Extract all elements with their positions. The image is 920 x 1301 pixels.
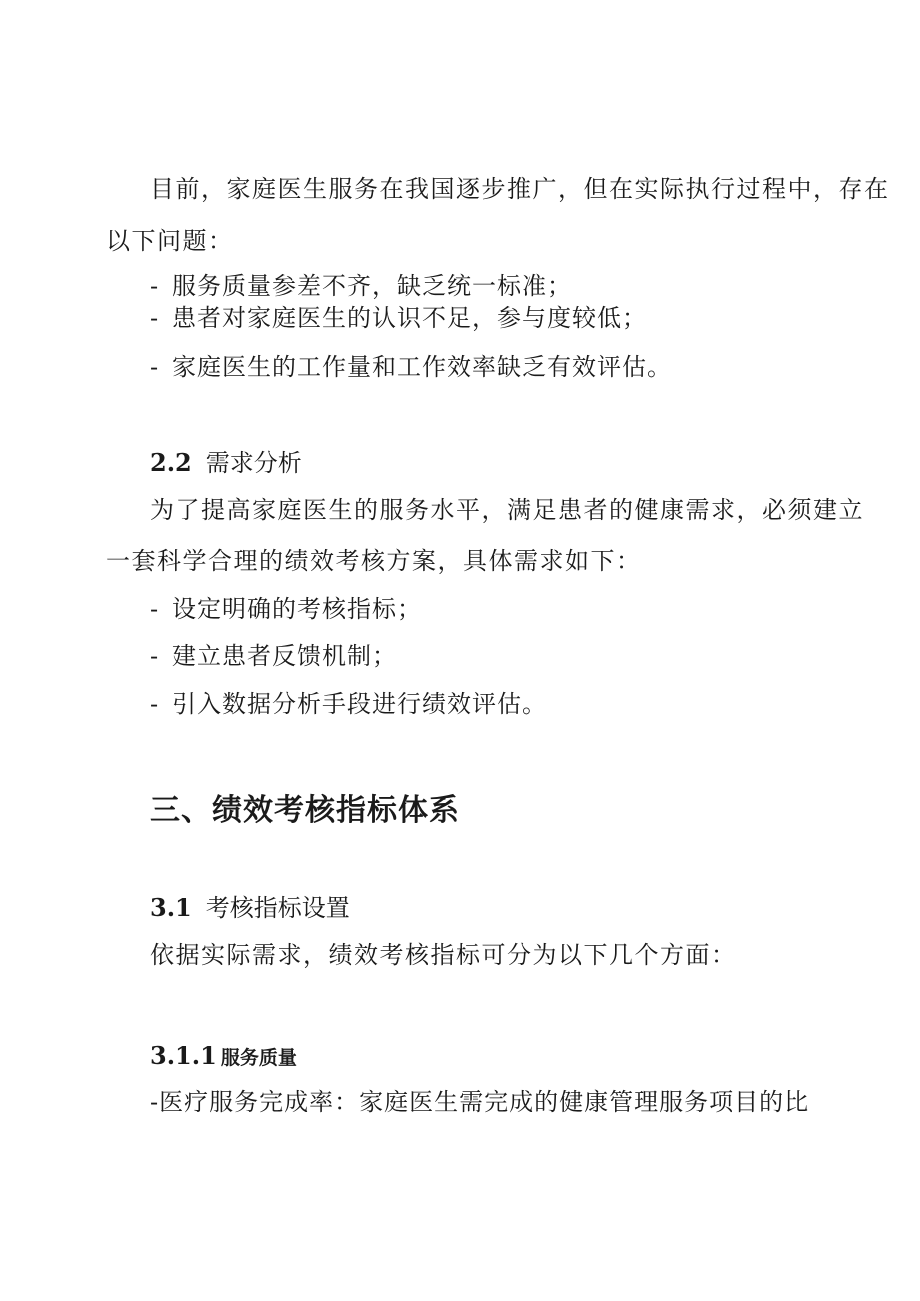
list-dash: - bbox=[150, 642, 160, 670]
subsection-number: 3.1.1 bbox=[150, 1041, 217, 1070]
list-item-text: 服务质量参差不齐，缺乏统一标准； bbox=[172, 272, 572, 300]
paragraph-line: -医疗服务完成率：家庭医生需完成的健康管理服务项目的比 bbox=[150, 1088, 810, 1116]
list-dash: - bbox=[150, 595, 160, 623]
subsection-heading bbox=[150, 1041, 297, 1073]
list-item bbox=[150, 352, 672, 382]
list-dash: - bbox=[150, 353, 160, 381]
list-dash: - bbox=[150, 272, 160, 300]
list-dash: - bbox=[150, 690, 160, 718]
list-item bbox=[150, 303, 647, 333]
list-item bbox=[150, 689, 547, 719]
section-number: 2.2 bbox=[150, 448, 192, 477]
list-item-text: 建立患者反馈机制； bbox=[172, 642, 397, 670]
list-dash: - bbox=[150, 304, 160, 332]
list-item bbox=[150, 641, 397, 671]
list-item-text: 患者对家庭医生的认识不足，参与度较低； bbox=[172, 304, 647, 332]
section-title: 需求分析 bbox=[205, 449, 302, 477]
subsection-title: 服务质量 bbox=[220, 1047, 297, 1069]
paragraph-line: 目前，家庭医生服务在我国逐步推广，但在实际执行过程中，存在 bbox=[150, 175, 890, 203]
section-number: 3.1 bbox=[150, 893, 192, 922]
list-item-text: 引入数据分析手段进行绩效评估。 bbox=[172, 690, 547, 718]
list-item bbox=[150, 271, 572, 301]
list-item bbox=[150, 594, 422, 624]
paragraph-line: 一套科学合理的绩效考核方案，具体需求如下： bbox=[106, 547, 642, 575]
list-item-text: 家庭医生的工作量和工作效率缺乏有效评估。 bbox=[172, 353, 672, 381]
paragraph-line: 依据实际需求，绩效考核指标可分为以下几个方面： bbox=[150, 941, 737, 969]
paragraph-line: 为了提高家庭医生的服务水平，满足患者的健康需求，必须建立 bbox=[150, 496, 864, 524]
chapter-title: 三、绩效考核指标体系 bbox=[150, 793, 460, 828]
list-item-text: 设定明确的考核指标； bbox=[172, 595, 422, 623]
section-title: 考核指标设置 bbox=[205, 894, 350, 922]
section-heading bbox=[150, 893, 350, 923]
paragraph-line: 以下问题： bbox=[106, 227, 234, 255]
section-heading bbox=[150, 448, 302, 478]
